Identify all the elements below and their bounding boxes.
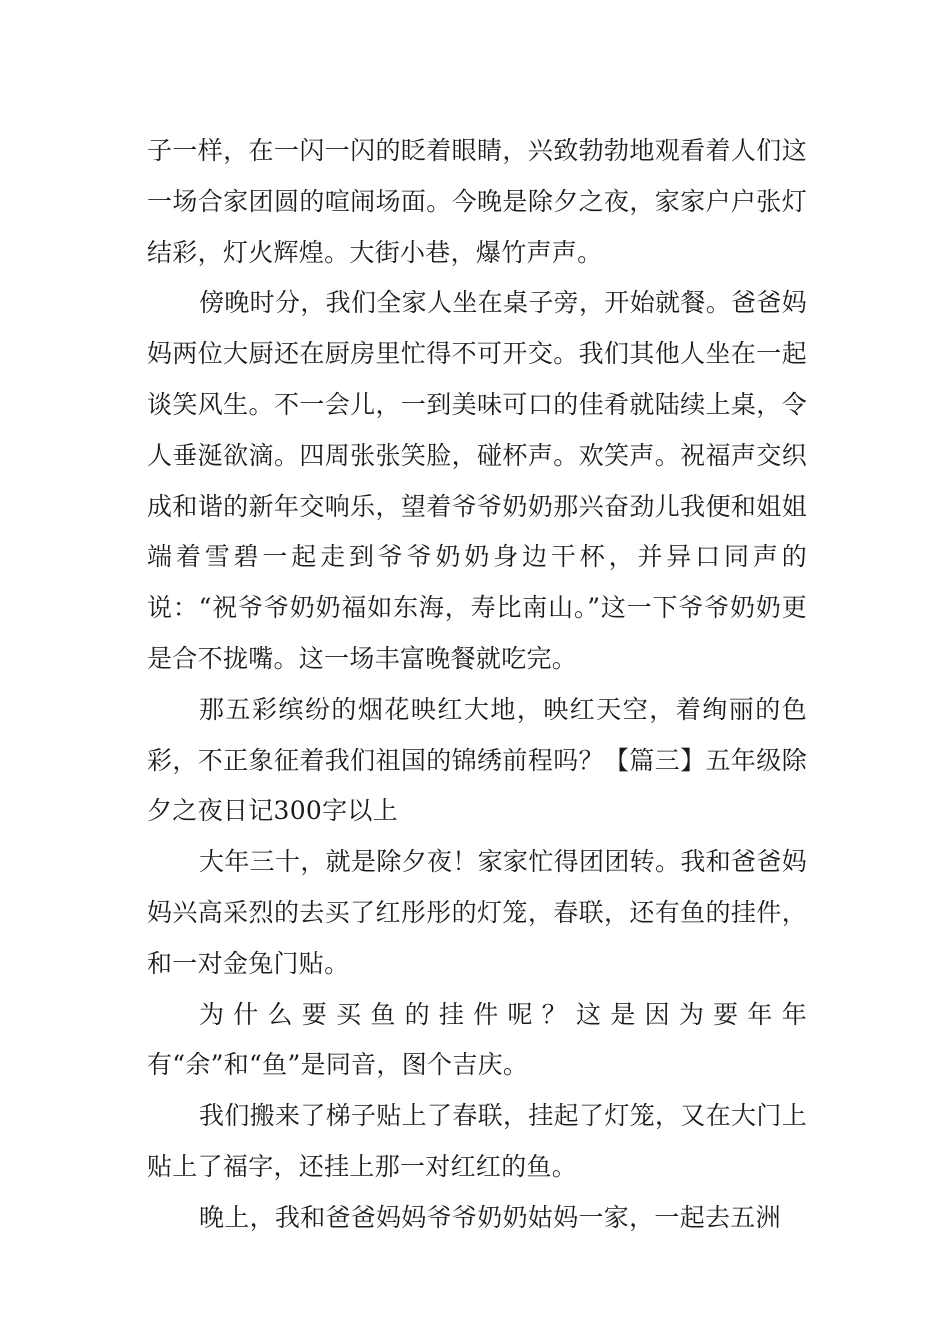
paragraph-4: 大年三十，就是除夕夜！家家忙得团团转。我和爸爸妈妈兴高采烈的去买了红彤彤的灯笼，春联，还有鱼的挂件，和一对金兔门贴。 — [147, 847, 807, 978]
paragraph-3: 那五彩缤纷的烟花映红大地，映红天空，着绚丽的色彩，不正象征着我们祖国的锦绣前程吗？【篇三】五年级除夕之夜日记300字以上 — [147, 694, 807, 826]
paragraph-7: 晚上，我和爸爸妈妈爷爷奶奶姑妈一家，一起去五洲 — [199, 1202, 781, 1232]
document-body — [147, 126, 807, 1244]
paragraph-2: 傍晚时分，我们全家人坐在桌子旁，开始就餐。爸爸妈妈两位大厨还在厨房里忙得不可开交。我们其他人坐在一起谈笑风生。不一会儿，一到美味可口的佳肴就陆续上桌，令人垂涎欲滴。四周张张笑脸，碰杯声。欢笑声。祝福声交织成和谐的新年交响乐，望着爷爷奶奶那兴奋劲儿我便和姐姐端着雪碧一起走到爷爷奶奶身边干杯，并异口同声的说：“祝爷爷奶奶福如东海，寿比南山。”这一下爷爷奶奶更是合不拢嘴。这一场丰富晚餐就吃完。 — [147, 288, 807, 673]
paragraph-1: 子一样，在一闪一闪的眨着眼睛，兴致勃勃地观看着人们这一场合家团圆的喧闹场面。今晚是除夕之夜，家家户户张灯结彩，灯火辉煌。大街小巷，爆竹声声。 — [147, 136, 807, 267]
paragraph-5: 为什么要买鱼的挂件呢？这是因为要年年有“余”和“鱼”是同音，图个吉庆。 — [147, 999, 807, 1080]
paragraph-6: 我们搬来了梯子贴上了春联，挂起了灯笼，又在大门上贴上了福字，还挂上那一对红红的鱼。 — [147, 1101, 807, 1181]
